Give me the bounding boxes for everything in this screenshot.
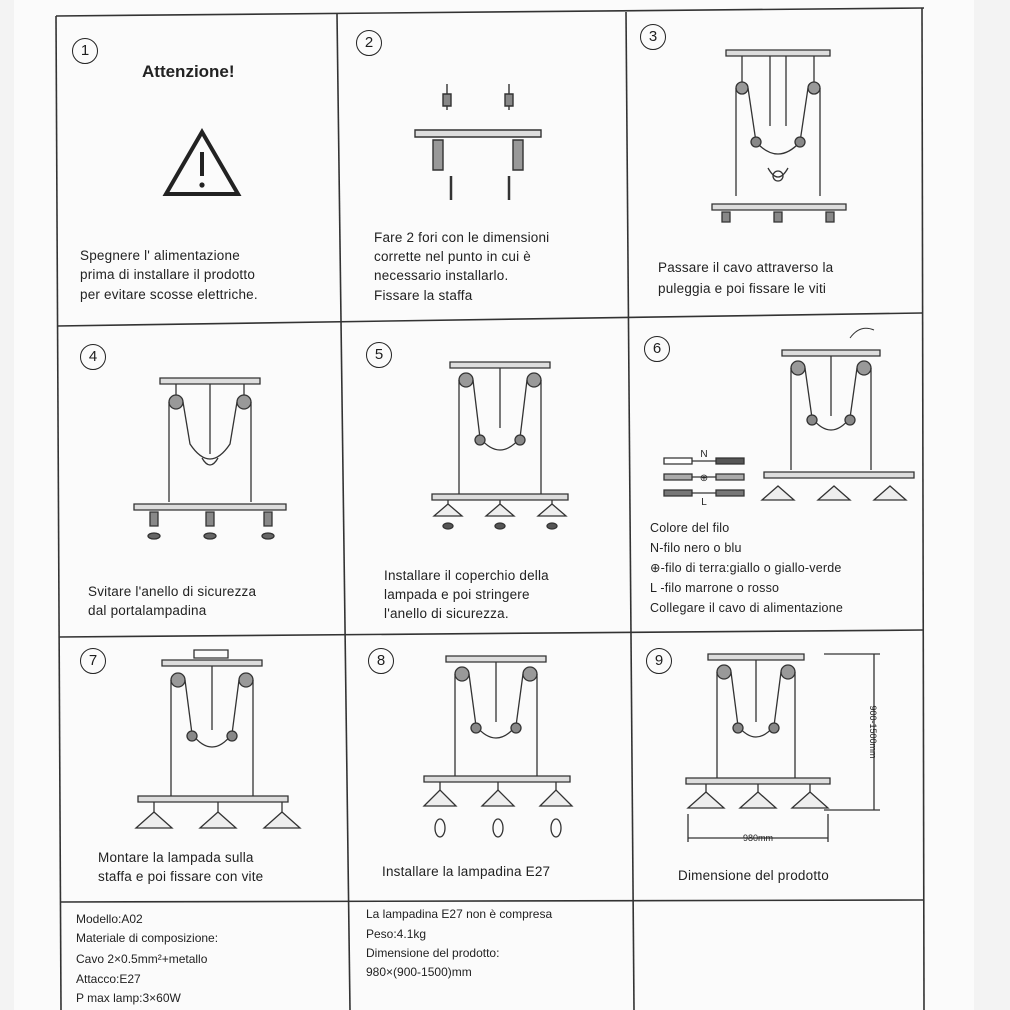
warning-icon [162, 128, 242, 198]
step-5-line-3: l'anello di sicurezza. [384, 606, 509, 621]
wire-label-earth: ⊕ [699, 473, 709, 484]
step-number: 8 [368, 648, 394, 674]
dim-width: 980mm [742, 833, 774, 843]
spec-dimension-value: 980×(900-1500)mm [366, 965, 472, 979]
bracket-fixing-drawing [409, 80, 549, 210]
step-5-line-2: lampada e poi stringere [384, 587, 530, 602]
spec-model: Modello:A02 [76, 912, 143, 926]
step-3-line-2: puleggia e poi fissare le viti [658, 281, 827, 296]
step-number: 4 [80, 344, 106, 370]
step-9-line-1: Dimensione del prodotto [678, 868, 829, 883]
step-4-line-2: dal portalampadina [88, 603, 207, 618]
wiring-drawing [650, 320, 910, 510]
wire-label-l: L [701, 497, 707, 508]
step-7-line-1: Montare la lampada sulla [98, 850, 254, 865]
step-3-line-1: Passare il cavo attraverso la [658, 260, 834, 275]
step-2-line-3: necessario installarlo. [374, 268, 509, 283]
step-number: 9 [646, 648, 672, 674]
step-7-line-2: staffa e poi fissare con vite [98, 869, 264, 884]
step-number: 5 [366, 342, 392, 368]
lamp-cover-drawing [406, 358, 596, 542]
mount-lamp-drawing [118, 646, 308, 836]
step-4-line-1: Svitare l'anello di sicurezza [88, 584, 257, 599]
step-2-line-2: corrette nel punto in cui è [374, 249, 531, 264]
step-8-line-1: Installare la lampadina E27 [382, 864, 551, 879]
step-number: 2 [356, 30, 382, 56]
step-6-line-3: ⊕-filo di terra:giallo o giallo-verde [650, 561, 842, 575]
lamp-holder-drawing [124, 374, 304, 546]
wire-label-n: N [700, 449, 708, 460]
dim-height: 900-1500mm [868, 705, 878, 759]
step-6-line-4: L -filo marrone o rosso [650, 581, 780, 595]
warning-title: Attenzione! [142, 62, 235, 81]
step-2-line-1: Fare 2 fori con le dimensioni [374, 230, 550, 245]
spec-power: P max lamp:3×60W [76, 991, 181, 1005]
step-1-line-1: Spegnere l' alimentazione [80, 248, 240, 263]
step-1-line-2: prima di installare il prodotto [80, 267, 256, 282]
pulley-cable-drawing [694, 46, 864, 236]
bulb-install-drawing [406, 652, 586, 842]
spec-material: Materiale di composizione: [76, 931, 219, 945]
step-1-line-3: per evitare scosse elettriche. [80, 287, 258, 302]
spec-bulb-note: La lampadina E27 non è compresa [366, 907, 553, 921]
spec-cable: Cavo 2×0.5mm²+metallo [76, 952, 208, 966]
step-number: 3 [640, 24, 666, 50]
step-number: 1 [72, 38, 98, 64]
dimensions-drawing [674, 650, 884, 850]
spec-socket: Attacco:E27 [76, 972, 141, 986]
spec-dimension-label: Dimensione del prodotto: [366, 946, 500, 960]
step-6-line-1: Colore del filo [650, 521, 730, 535]
step-number: 7 [80, 648, 106, 674]
step-number: 6 [644, 336, 670, 362]
step-6-line-5: Collegare il cavo di alimentazione [650, 601, 844, 615]
step-6-line-2: N-filo nero o blu [650, 541, 742, 555]
step-5-line-1: Installare il coperchio della [384, 568, 549, 583]
spec-weight: Peso:4.1kg [366, 927, 427, 941]
instruction-sheet [14, 0, 974, 1010]
step-2-line-4: Fissare la staffa [374, 288, 473, 303]
